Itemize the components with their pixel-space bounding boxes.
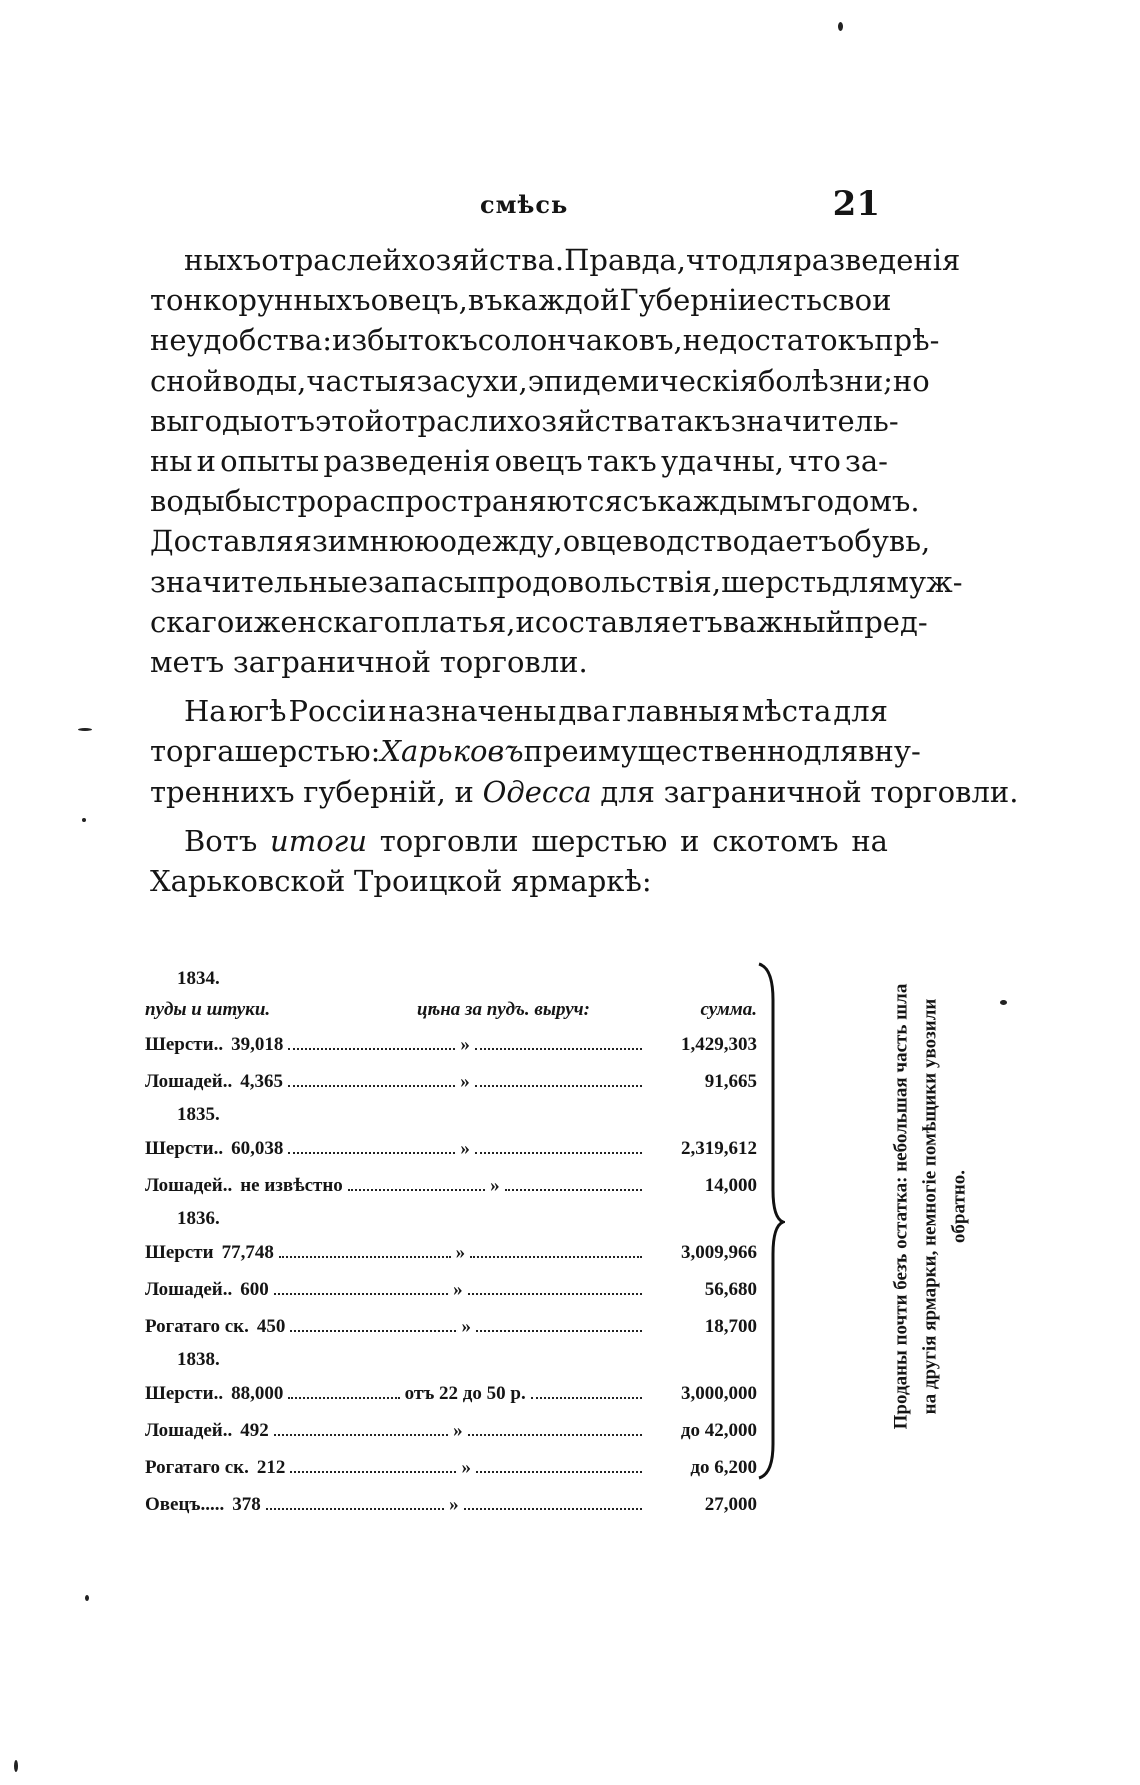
word: хозяйства. <box>401 243 565 277</box>
word: воды <box>150 484 225 519</box>
word: женскаго <box>253 604 402 639</box>
row-quantity: 492 <box>240 1420 269 1441</box>
row-item: Шерсти <box>145 1242 214 1263</box>
dot-leader <box>475 1085 642 1087</box>
row-item: Шерсти.. <box>145 1383 224 1404</box>
trade-table <box>145 964 757 1523</box>
row-label <box>145 1167 343 1204</box>
word: опыты <box>220 444 320 479</box>
header-price: цѣна за пудъ. выруч: <box>417 999 590 1020</box>
word: На <box>184 694 227 729</box>
word: и <box>515 604 535 639</box>
word: прѣ- <box>874 323 940 358</box>
dot-leader <box>468 1434 642 1436</box>
word: ныхъ <box>184 243 262 277</box>
word: назначены <box>388 694 557 729</box>
row-price: » <box>453 1279 463 1300</box>
row-sum: 2,319,612 <box>681 1138 758 1159</box>
row-quantity: 88,000 <box>231 1383 284 1404</box>
scan-speck <box>78 728 92 731</box>
word: итоги <box>270 823 367 858</box>
word: для <box>833 694 888 729</box>
page-header <box>150 184 880 230</box>
word: шерстью <box>531 823 668 858</box>
word: такъ <box>660 403 731 438</box>
dot-leader <box>290 1471 456 1473</box>
word: разведенія <box>793 243 961 277</box>
row-price: » <box>461 1457 471 1478</box>
row-item: Шерсти.. <box>145 1034 224 1055</box>
row-label <box>145 1130 283 1167</box>
word: Харьковъ <box>380 734 524 769</box>
row-sum: 91,665 <box>704 1071 757 1092</box>
row-quantity: 378 <box>232 1494 261 1515</box>
dot-leader <box>348 1189 485 1191</box>
word: составляетъ <box>534 604 723 639</box>
word: распространяются <box>333 484 623 519</box>
word: торговли. <box>439 645 588 680</box>
running-title: смѣсь <box>480 190 569 219</box>
row-label <box>145 1308 285 1345</box>
word: югѣ <box>228 694 287 729</box>
row-quantity: 450 <box>256 1316 286 1337</box>
row-item: Лошадей.. <box>145 1420 233 1441</box>
word: преимущественно <box>523 734 804 769</box>
word: два <box>558 694 610 729</box>
text-line <box>150 320 940 360</box>
year-label: 1838. <box>177 1349 220 1370</box>
text-line <box>150 521 931 561</box>
row-quantity: не извѣстно <box>240 1175 343 1196</box>
word: и <box>454 774 474 809</box>
word: выгоды <box>150 403 263 438</box>
row-sum: 3,000,000 <box>681 1383 758 1404</box>
dot-leader <box>288 1152 455 1154</box>
word: муж- <box>886 564 963 599</box>
row-label <box>145 1449 285 1486</box>
dot-leader <box>274 1434 448 1436</box>
table-header <box>145 994 757 1026</box>
word: воды, <box>222 363 307 398</box>
word: тонкорунныхъ <box>150 283 371 318</box>
word: шерстью: <box>234 734 381 769</box>
dot-leader <box>464 1508 642 1510</box>
row-item: Овецъ..... <box>145 1494 225 1515</box>
word: Россіи <box>288 694 387 729</box>
word: треннихъ <box>150 774 295 809</box>
word: недостатокъ <box>682 323 875 358</box>
dot-leader <box>505 1189 642 1191</box>
year-label: 1834. <box>177 968 220 989</box>
row-quantity: 39,018 <box>231 1034 284 1055</box>
word: на <box>851 823 888 858</box>
word: Троицкой <box>354 864 503 899</box>
scan-speck <box>82 818 86 822</box>
row-label <box>145 1234 274 1271</box>
row-quantity: 60,038 <box>231 1138 284 1159</box>
word: торга <box>150 734 235 769</box>
dot-leader <box>274 1293 448 1295</box>
word: овцеводство <box>562 524 751 559</box>
text-line <box>150 361 930 401</box>
word: значитель- <box>730 403 899 438</box>
side-note-line: обратно. <box>948 1169 970 1244</box>
row-item: Лошадей.. <box>145 1071 233 1092</box>
word: съ <box>622 484 658 519</box>
word: Доставляя <box>150 524 312 559</box>
row-label <box>145 1375 283 1412</box>
word: овецъ <box>494 444 583 479</box>
table-row <box>145 1308 757 1345</box>
row-label <box>145 1063 283 1100</box>
row-quantity: 600 <box>240 1279 269 1300</box>
word: главныя <box>611 694 740 729</box>
word: овецъ, <box>370 283 468 318</box>
word: но <box>892 363 930 398</box>
word: удачны, <box>660 444 784 479</box>
word: эпидемическія <box>527 363 758 398</box>
body-text <box>150 240 1019 901</box>
row-price: » <box>455 1242 466 1263</box>
word: разведенія <box>323 444 491 479</box>
row-price: » <box>461 1316 471 1337</box>
header-sum: сумма. <box>700 999 757 1020</box>
word: и <box>196 444 216 479</box>
table-row <box>145 1375 757 1412</box>
text-line <box>150 562 963 602</box>
text-line <box>150 240 961 280</box>
text-line <box>150 731 921 771</box>
row-price: » <box>460 1034 470 1055</box>
word: годомъ. <box>801 484 920 519</box>
text-line <box>150 280 892 320</box>
dot-leader <box>290 1330 456 1332</box>
row-sum: 18,700 <box>704 1316 757 1337</box>
word: губерній, <box>303 774 446 809</box>
word: засухи, <box>416 363 528 398</box>
word: вну- <box>858 734 921 769</box>
dot-leader <box>476 1471 642 1473</box>
side-note-line: на другія ярмарки, немногіе помѣщики увозили <box>919 998 941 1415</box>
row-item: Лошадей.. <box>145 1279 233 1300</box>
word: ярмаркѣ: <box>511 864 652 899</box>
dot-leader <box>468 1293 642 1295</box>
word: этой <box>314 403 385 438</box>
scan-speck <box>85 1595 89 1601</box>
word: солончаковъ, <box>477 323 683 358</box>
word: заграничной <box>663 774 862 809</box>
row-sum: 1,429,303 <box>681 1034 758 1055</box>
word: отраслей <box>261 243 402 277</box>
year-label: 1836. <box>177 1208 220 1229</box>
row-sum: 27,000 <box>704 1494 757 1515</box>
table-row <box>145 1167 757 1204</box>
row-price: » <box>449 1494 459 1515</box>
row-sum: 3,009,966 <box>681 1242 758 1263</box>
table-row <box>145 1486 757 1523</box>
row-sum: до 6,200 <box>690 1457 757 1478</box>
word: обувь, <box>836 524 931 559</box>
word: Губерніи <box>619 283 757 318</box>
text-line <box>150 691 888 731</box>
row-sum: 56,680 <box>704 1279 757 1300</box>
text-line <box>150 642 888 682</box>
text-line <box>150 861 888 901</box>
table-row <box>145 1449 757 1486</box>
row-price: » <box>460 1138 470 1159</box>
word: за- <box>845 444 888 479</box>
row-price: » <box>490 1175 500 1196</box>
word: метъ <box>150 645 225 680</box>
table-row <box>145 1234 757 1271</box>
word: для <box>831 564 887 599</box>
word: заграничной <box>232 645 432 680</box>
table-row <box>145 1271 757 1308</box>
text-line <box>150 772 1019 812</box>
word: быстро <box>224 484 334 519</box>
word: Одесса <box>482 774 592 809</box>
word: отъ <box>263 403 315 438</box>
word: запасы <box>367 564 477 599</box>
dot-leader <box>288 1048 455 1050</box>
table-row <box>145 1412 757 1449</box>
row-item: Шерсти.. <box>145 1138 224 1159</box>
word: продовольствія, <box>477 564 722 599</box>
word: пред- <box>844 604 928 639</box>
word: свои <box>822 283 892 318</box>
dot-leader <box>470 1256 642 1258</box>
row-item: Рогатаго ск. <box>145 1457 249 1478</box>
table-row <box>145 1063 757 1100</box>
dot-leader <box>475 1152 642 1154</box>
row-price: отъ 22 до 50 р. <box>404 1383 526 1404</box>
word: такъ <box>586 444 657 479</box>
word: въ <box>467 283 503 318</box>
word: болѣзни; <box>757 363 893 398</box>
dot-leader <box>531 1397 642 1399</box>
dot-leader <box>288 1397 399 1399</box>
word: для <box>803 734 859 769</box>
row-label <box>145 1412 269 1449</box>
word: скаго <box>150 604 235 639</box>
row-sum: 14,000 <box>704 1175 757 1196</box>
side-note-line: Проданы почти безъ остатка: небольшая часть шла <box>890 983 912 1430</box>
table-row <box>145 1026 757 1063</box>
row-sum: до 42,000 <box>680 1420 757 1441</box>
word: для <box>600 774 655 809</box>
dot-leader <box>476 1330 642 1332</box>
row-quantity: 4,365 <box>240 1071 283 1092</box>
table-row <box>145 1130 757 1167</box>
dot-leader <box>279 1256 451 1258</box>
row-quantity: 212 <box>256 1457 286 1478</box>
word: зимнюю <box>311 524 440 559</box>
row-item: Рогатаго ск. <box>145 1316 249 1337</box>
word: важный <box>722 604 845 639</box>
dot-leader <box>266 1508 444 1510</box>
page-number: 21 <box>832 184 880 224</box>
word: значительные <box>150 564 368 599</box>
word: одежду, <box>439 524 563 559</box>
word: Вотъ <box>184 823 258 858</box>
scan-speck <box>14 1760 18 1772</box>
word: избытокъ <box>332 323 478 358</box>
word: мѣста <box>741 694 832 729</box>
row-item: Лошадей.. <box>145 1175 233 1196</box>
word: каждой <box>502 283 620 318</box>
text-line <box>150 401 899 441</box>
word: торговли. <box>870 774 1019 809</box>
word: Харьковской <box>150 864 346 899</box>
row-label <box>145 1271 269 1308</box>
word: ны <box>150 444 193 479</box>
row-label <box>145 1486 261 1523</box>
word: и <box>680 823 700 858</box>
word: отрасли <box>384 403 508 438</box>
text-line <box>150 481 920 521</box>
header-quantity: пуды и штуки. <box>145 999 271 1020</box>
row-price: » <box>453 1420 463 1441</box>
word: сной <box>150 363 223 398</box>
text-line <box>150 821 888 861</box>
word: скотомъ <box>712 823 839 858</box>
row-quantity: 77,748 <box>221 1242 274 1263</box>
year-label: 1835. <box>177 1104 220 1125</box>
word: торговли <box>379 823 519 858</box>
text-line <box>150 441 888 481</box>
word: частыя <box>306 363 417 398</box>
dot-leader <box>288 1085 455 1087</box>
scan-speck <box>838 22 843 31</box>
word: платья, <box>401 604 516 639</box>
word: даетъ <box>750 524 837 559</box>
word: и <box>234 604 254 639</box>
word: шерсть <box>721 564 832 599</box>
word: хозяйства <box>507 403 661 438</box>
word: каждымъ <box>657 484 802 519</box>
dot-leader <box>475 1048 642 1050</box>
row-price: » <box>460 1071 470 1092</box>
word: неудобства: <box>150 323 333 358</box>
word: что <box>685 243 739 277</box>
word: что <box>788 444 841 479</box>
word: для <box>738 243 794 277</box>
word: Правда, <box>564 243 686 277</box>
text-line <box>150 602 928 642</box>
curly-brace <box>755 960 785 1480</box>
scan-speck <box>1000 1000 1007 1005</box>
row-label <box>145 1026 283 1063</box>
word: есть <box>756 283 823 318</box>
side-note <box>887 862 974 1552</box>
